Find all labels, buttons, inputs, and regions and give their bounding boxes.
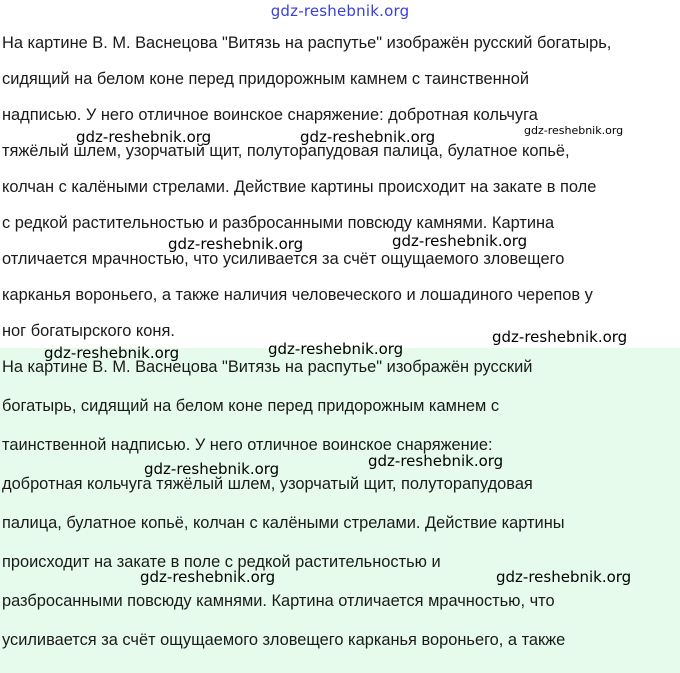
watermark: gdz-reshebnik.org: [300, 128, 436, 146]
watermark: gdz-reshebnik.org: [144, 460, 280, 478]
text-line: отличается мрачностью, что усиливается за счёт ощущаемого зловещего: [2, 250, 565, 268]
watermark: gdz-reshebnik.org: [392, 232, 528, 250]
answer-block-highlighted: [0, 348, 680, 673]
text-line: ног богатырского коня.: [2, 322, 175, 340]
text-line: усиливается за счёт ощущаемого зловещего карканья вороньего, а также: [2, 631, 566, 649]
text-line: палица, булатное копьё, колчан с калёными стрелами. Действие картины: [2, 514, 565, 532]
watermark: gdz-reshebnik.org: [496, 568, 632, 586]
text-line: происходит на закате в поле с редкой растительностью и: [2, 553, 441, 571]
watermark: gdz-reshebnik.org: [368, 452, 504, 470]
text-line: разбросанными повсюду камнями. Картина отличается мрачностью, что: [2, 592, 555, 610]
watermark: gdz-reshebnik.org: [524, 124, 624, 137]
text-line: карканья вороньего, а также наличия человеческого и лошадиного черепов у: [2, 286, 593, 304]
text-line: На картине В. М. Васнецова "Витязь на распутье" изображён русский: [2, 358, 533, 376]
watermark: gdz-reshebnik.org: [44, 344, 180, 362]
text-line: таинственной надписью. У него отличное воинское снаряжение:: [2, 436, 493, 454]
text-line: с редкой растительностью и разбросанными повсюду камнями. Картина: [2, 214, 555, 232]
text-line: колчан с калёными стрелами. Действие картины происходит на закате в поле: [2, 178, 597, 196]
watermark: gdz-reshebnik.org: [492, 328, 628, 346]
answer-block-plain: [0, 22, 680, 348]
watermark: gdz-reshebnik.org: [168, 235, 304, 253]
site-header-link[interactable]: gdz-reshebnik.org: [270, 2, 410, 20]
text-line: сидящий на белом коне перед придорожным камнем с таинственной: [2, 70, 530, 88]
text-line: На картине В. М. Васнецова "Витязь на распутье" изображён русский богатырь,: [2, 34, 612, 52]
watermark: gdz-reshebnik.org: [140, 568, 276, 586]
text-line: надписью. У него отличное воинское снаряжение: добротная кольчуга: [2, 106, 538, 124]
text-line: богатырь, сидящий на белом коне перед придорожным камнем с: [2, 397, 500, 415]
text-line: тяжёлый шлем, узорчатый щит, полуторапудовая палица, булатное копьё,: [2, 142, 570, 160]
watermark: gdz-reshebnik.org: [268, 340, 404, 358]
watermark: gdz-reshebnik.org: [76, 128, 212, 146]
text-line: добротная кольчуга тяжёлый шлем, узорчатый щит, полуторапудовая: [2, 475, 533, 493]
